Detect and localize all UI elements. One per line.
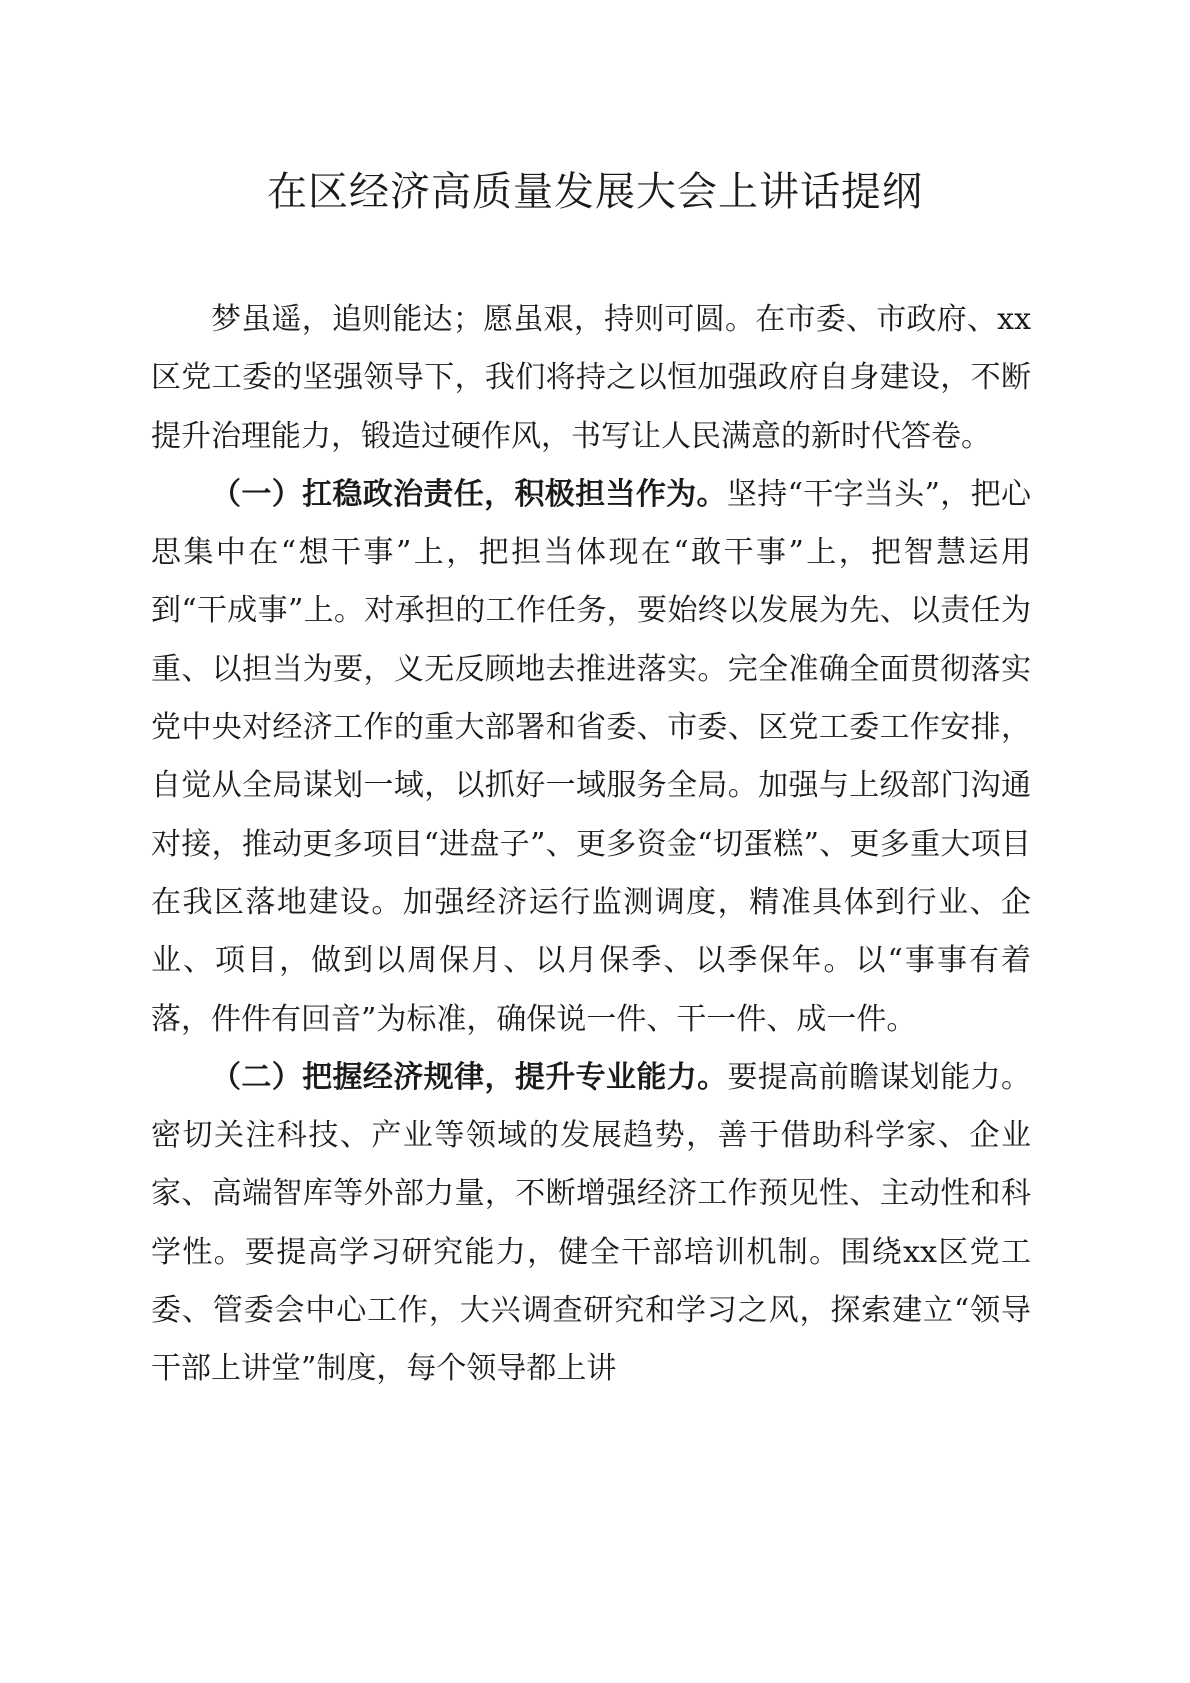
document-title: 在区经济高质量发展大会上讲话提纲: [267, 169, 923, 215]
paragraph-intro: [151, 291, 1031, 466]
paragraph-lead: （一）扛稳政治责任，积极担当作为。: [211, 476, 727, 512]
document-body: [151, 291, 1031, 1399]
paragraph-lead: （二）把握经济规律，提升专业能力。: [211, 1059, 728, 1095]
paragraph-text: 梦虽遥，追则能达；愿虽艰，持则可圆。在市委、市政府、xx区党工委的坚强领导下，我们将持之以恒加强政府自身建设，不断提升治理能力，锻造过硬作风，书写让人民满意的新时代答卷。: [151, 302, 1031, 454]
paragraph-text: 坚持“干字当头”，把心思集中在“想干事”上，把担当体现在“敢干事”上，把智慧运用到“干成事”上。对承担的工作任务，要始终以发展为先、以责任为重、以担当为要，义无反顾地去推进落实。完全准确全面贯彻落实党中央对经济工作的重大部署和省委、市委、区党工委工作安排，自觉从全局谋划一域，以抓好一域服务全局。加强与上级部门沟通对接，推动更多项目“进盘子”、更多资金“切蛋糕”、更多重大项目在我区落地建设。加强经济运行监测调度，精准具体到行业、企业、项目，做到以周保月、以月保季、以季保年。以“事事有着落，件件有回音”为标准，确保说一件、干一件、成一件。: [151, 476, 1031, 1037]
paragraph-section-1: [151, 466, 1031, 1049]
paragraph-text: 要提高前瞻谋划能力。密切关注科技、产业等领域的发展趋势，善于借助科学家、企业家、高端智库等外部力量，不断增强经济工作预见性、主动性和科学性。要提高学习研究能力，健全干部培训机制。围绕xx区党工委、管委会中心工作，大兴调查研究和学习之风，探索建立“领导干部上讲堂”制度，每个领导都上讲: [151, 1059, 1032, 1387]
paragraph-section-2: [151, 1049, 1031, 1399]
